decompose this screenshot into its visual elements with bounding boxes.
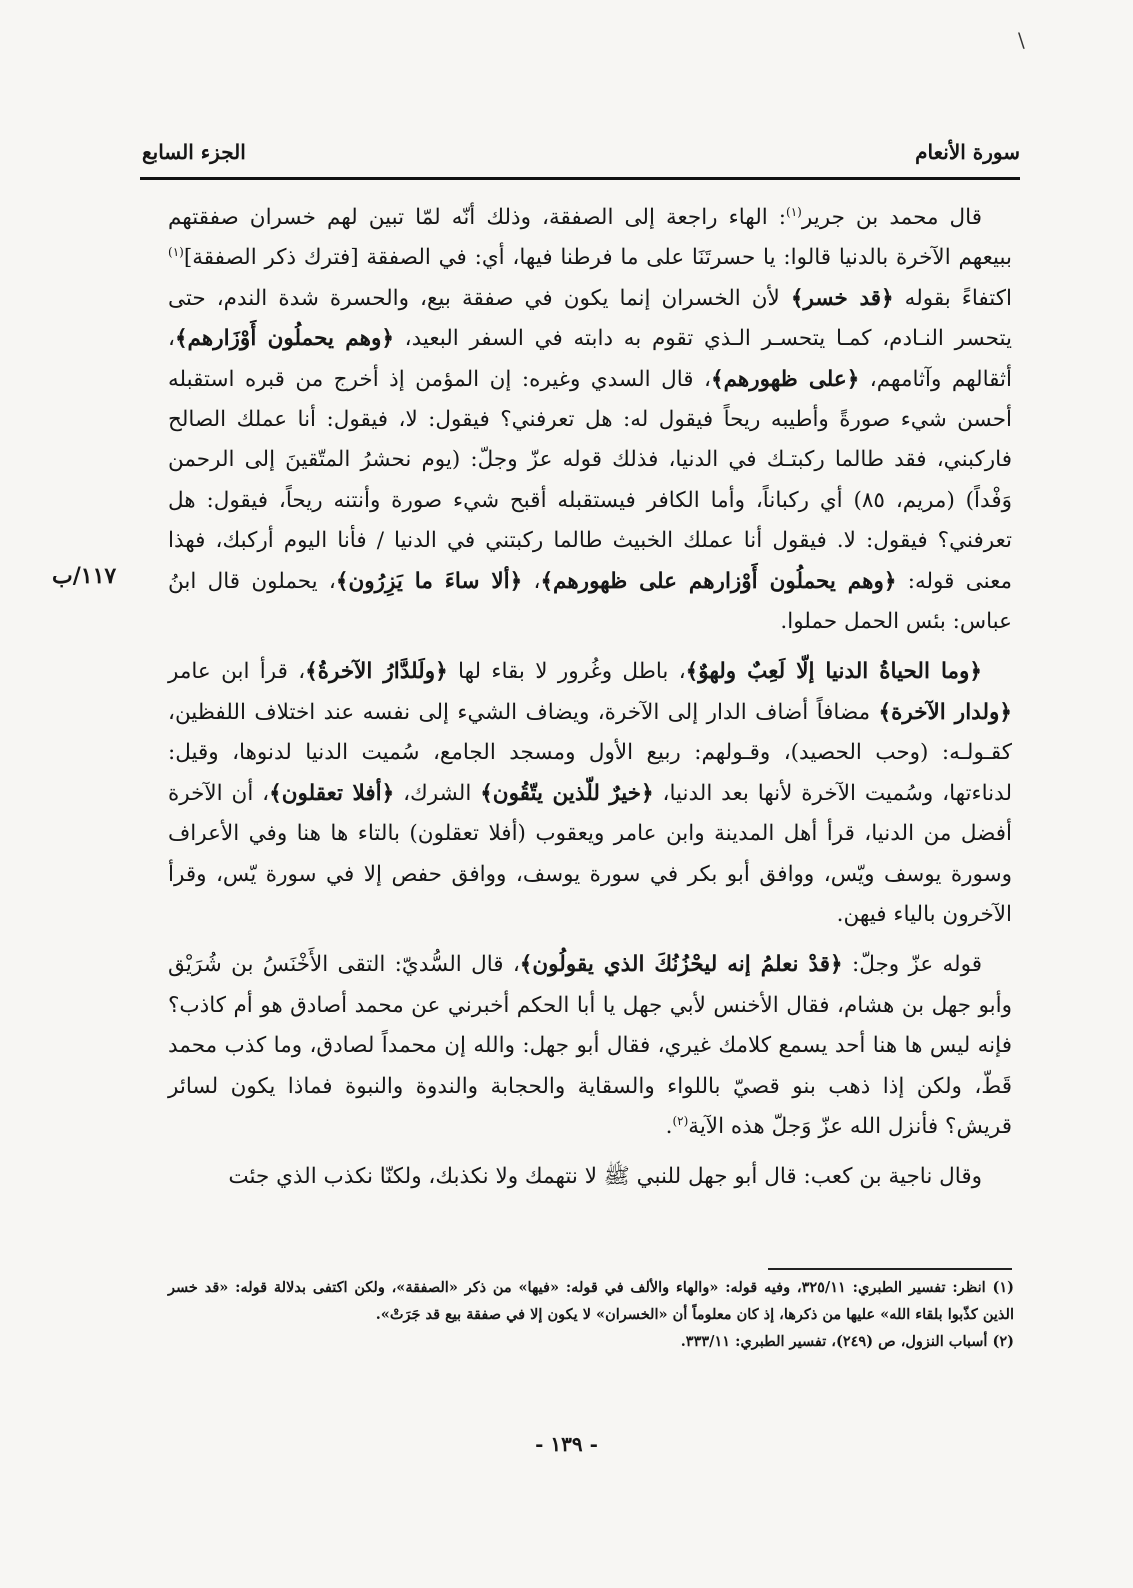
text-run: لأن الخسران إنما يكون في صفقة بيع، والحسرة شدة الندم، حتى يتحسر النـادم، كمـا يتحسـر الـذي تقوم به دابته في السفر البعيد، — [168, 285, 1012, 352]
page-number: - ١٣٩ - — [535, 1432, 598, 1456]
text-run: ، باطل وغُرور لا بقاء لها — [447, 659, 686, 685]
manuscript-folio-marker: ١١٧/ب — [52, 563, 117, 589]
quran-quote: ﴿قد خسر﴾ — [790, 285, 894, 311]
main-text — [168, 198, 1012, 1198]
footnote-reference: (١) — [786, 204, 802, 219]
quran-quote: ﴿ولدار الآخرة﴾ — [878, 699, 1012, 725]
text-run: ، قرأ ابن عامر — [168, 659, 306, 685]
quran-quote: ﴿وما الحياةُ الدنيا إلّا لَعِبٌ ولهوٌ﴾ — [685, 659, 982, 685]
header-rule — [140, 177, 1020, 180]
scan-mark: \ — [1018, 28, 1025, 52]
quran-quote: ﴿أفلا تعقلون﴾ — [269, 780, 395, 806]
text-run: ، أن الآخرة أفضل من الدنيا، قرأ أهل المدينة وابن عامر ويعقوب (أفلا تعقلون) بالتاء ها هنا وفي الأعراف وسورة يوسف ويّس، ووافق أبو بكر في سورة يوسف، ووافق حفص إلا في سورة يّس، وقرأ الآخرون بالياء فيهن. — [168, 780, 1012, 927]
footnote-reference: (٢) — [672, 1113, 689, 1128]
running-header — [140, 136, 1020, 176]
juz-title: الجزء السابع — [142, 140, 246, 164]
paragraph — [168, 1157, 1012, 1197]
footnote-rule — [768, 1268, 1012, 1270]
paragraph — [168, 198, 1012, 642]
text-run: ، يحملون قال ابنُ عباس: بئس الحمل حملوا. — [168, 568, 1012, 635]
text-run: قال محمد بن جرير — [801, 205, 982, 230]
text-run: مضافاً أضاف الدار إلى الآخرة، ويضاف الشيء إلى نفسه عند اختلاف اللفظين، كقـولـه: (وحب الحصيد)، وقـولهم: ربيع الأول ومسجد الجامع، سُميت الدنيا لدنوها، وقيل: لدناءتها، وسُميت الآخرة لأنها بعد الدنيا، — [168, 699, 1012, 806]
text-run: ، — [522, 568, 541, 594]
text-run: قوله عزّ وجلّ: — [842, 952, 982, 978]
paragraph — [168, 945, 1012, 1147]
quran-quote: ﴿ولَلدَّارُ الآخرةُ﴾ — [305, 659, 448, 685]
text-run: ، قال السدي وغيره: إن المؤمن إذ أخرج من قبره استقبله أحسن شيء صورةً وأطيبه ريحاً فيقول له: هل تعرفني؟ فيقول: لا، فيقول: أنا عملك الصالح فاركبني، فقد طالما ركبتـك في الدنيا، فذلك قوله عزّ وجلّ: (يوم نحشرُ المتّقينَ إلى الرحمن وَفْداً) (مريم، ٨٥) أي ركباناً، وأما الكافر فيستقبله أقبح شيء صورة وأنتنه ريحاً، فيقول: هل تعرفني؟ فيقول: لا. فيقول أنا عملك الخبيث طالما ركبتني في الدنيا / فأنا اليوم أركبك، فهذا معنى قوله: — [168, 366, 1013, 594]
text-run: ، قال السُّديّ: التقى الأَخْنَسُ بن شُرَيْق وأبو جهل بن هشام، فقال الأخنس لأبي جهل يا أبا الحكم أخبرني عن محمد أصادق هو أم كاذب؟ فإنه ليس ها هنا أحد يسمع كلامك غيري، فقال أبو جهل: والله إن محمداً لصادق، وما كذب محمد قَطّ، ولكن إذا ذهب بنو قصيّ باللواء والسقاية والحجابة والندوة والنبوة فماذا يكون لسائر قريش؟ فأنزل الله عزّ وَجلّ هذه الآية — [168, 952, 1012, 1139]
quran-quote: ﴿وهم يحملُون أَوْزارهم على ظهورهم﴾ — [540, 568, 897, 594]
footnote-1: (١) انظر: تفسير الطبري: ٣٢٥/١١، وفيه قوله: «والهاء والألف في قوله: «فيها» من ذكر «الصفقة»، ولكن اكتفى بدلالة قوله: «قد خسر الذين كذّبوا بلقاء الله» عليها من ذكرها، إذ كان معلوماً أن «الخسران» لا يكون إلا في صفقة بيع قد جَرَتْ». — [168, 1279, 1014, 1323]
quran-quote: ﴿على ظهورهم﴾ — [710, 366, 860, 392]
footnote-2: (٢) أسباب النزول، ص (٢٤٩)، تفسير الطبري: ٣٣٣/١١. — [680, 1333, 1014, 1350]
quran-quote: ﴿ألا ساءَ ما يَزِرُون﴾ — [335, 568, 523, 594]
quran-quote: ﴿خيرٌ للّذين يتّقُون﴾ — [480, 780, 654, 806]
quran-quote: ﴿وهم يحملُون أَوْزَارهم﴾ — [174, 326, 394, 352]
footnote-reference: (١) — [168, 245, 184, 260]
text-run: الشرك، — [394, 780, 481, 806]
footnotes — [168, 1274, 1014, 1355]
text-run: : الهاء راجعة إلى الصفقة، وذلك أنّه لمّا تبين لهم خسران صفقتهم ببيعهم الآخرة بالدنيا قالوا: يا حسرتَنَا على ما فرطنا فيها، أي: في الصفقة [فترك ذكر الصفقة] — [168, 205, 1012, 271]
text-run: ، أثقالهم وآثامهم، — [168, 326, 1012, 392]
quran-quote: ﴿قدْ نعلمُ إنه ليحْزُنُكَ الذي يقولُون﴾ — [519, 952, 843, 978]
text-run: . — [665, 1113, 673, 1139]
paragraph — [168, 652, 1012, 935]
text-run: وقال ناجية بن كعب: قال أبو جهل للنبي ﷺ لا نتهمك ولا نكذبك، ولكنّا نكذب الذي جئت — [228, 1164, 982, 1190]
surah-title: سورة الأنعام — [915, 140, 1020, 164]
text-run: اكتفاءً بقوله — [893, 285, 1012, 311]
